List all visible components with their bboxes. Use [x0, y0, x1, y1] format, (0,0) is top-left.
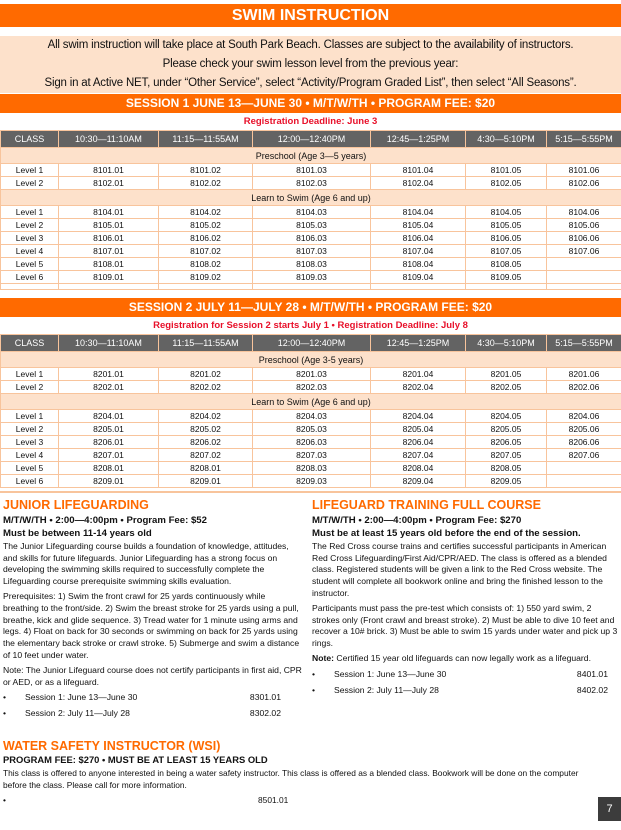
level-label: Level 1 — [1, 164, 59, 177]
table-row — [1, 449, 621, 462]
class-code: 8109.02 — [159, 271, 253, 284]
class-code: 8105.06 — [547, 219, 621, 232]
section-title: JUNIOR LIFEGUARDING — [3, 498, 149, 512]
intro-box — [0, 36, 621, 93]
class-code: 8106.01 — [59, 232, 159, 245]
age-requirement: Must be between 11-14 years old — [3, 527, 152, 539]
class-code: 8101.04 — [371, 164, 466, 177]
class-code: 8104.05 — [466, 206, 547, 219]
session-header: SESSION 1 JUNE 13—JUNE 30 • M/T/W/TH • PROGRAM FEE: $20 — [0, 94, 621, 113]
table-row — [1, 177, 621, 190]
table-row — [1, 271, 621, 284]
class-code: 8206.01 — [59, 436, 159, 449]
level-label: Level 2 — [1, 423, 59, 436]
column-header: 5:15—5:55PM — [547, 335, 621, 352]
section-title: LIFEGUARD TRAINING FULL COURSE — [312, 498, 541, 512]
class-code: 8204.04 — [371, 410, 466, 423]
class-code: 8108.03 — [253, 258, 371, 271]
session-1-schedule — [0, 94, 621, 290]
class-code: 8208.03 — [253, 462, 371, 475]
level-label: Level 1 — [1, 410, 59, 423]
column-header: 4:30—5:10PM — [466, 335, 547, 352]
age-requirement: Must be at least 15 years old before the end of the session. — [312, 527, 581, 539]
section-label: Learn to Swim (Age 6 and up) — [1, 394, 621, 410]
section-label: Learn to Swim (Age 6 and up) — [1, 190, 621, 206]
class-code: 8202.04 — [371, 381, 466, 394]
column-header: 10:30—11:10AM — [59, 335, 159, 352]
column-header: 12:45—1:25PM — [371, 131, 466, 148]
class-code: 8204.01 — [59, 410, 159, 423]
class-code: 8106.04 — [371, 232, 466, 245]
note: Note: The Junior Lifeguard course does not certify participants in first aid, CPR or AED, or as a lifeguard. — [3, 664, 302, 687]
class-code: 8205.02 — [159, 423, 253, 436]
wsi-section — [3, 740, 603, 806]
class-code: 8101.06 — [547, 164, 621, 177]
column-header: 10:30—11:10AM — [59, 131, 159, 148]
class-code: 8209.01 — [59, 475, 159, 488]
header-row — [1, 131, 621, 148]
table-row — [1, 219, 621, 232]
class-code: 8108.04 — [371, 258, 466, 271]
level-label: Level 2 — [1, 381, 59, 394]
class-code — [547, 462, 621, 475]
section-title: WATER SAFETY INSTRUCTOR (WSI) — [3, 739, 221, 753]
table-row — [1, 206, 621, 219]
class-code: 8106.03 — [253, 232, 371, 245]
class-code: 8201.04 — [371, 368, 466, 381]
class-code: 8206.02 — [159, 436, 253, 449]
prerequisites: Prerequisites: 1) Swim the front crawl for 25 yards continuously while breathing to the front/side. 2) Swim the breast stroke for 25 yards using a pull, breathe, kick and glide sequence. 3) Tread water for 1 minute using arms and legs. 4) Float on back for 30 seconds or swimming on back for 25 yards using the elementary back stroke or crawl stroke. 5) Submerge and swim a distance of 10 feet under water. — [3, 590, 300, 660]
section-label: Preschool (Age 3-5 years) — [1, 352, 621, 368]
class-code: 8104.01 — [59, 206, 159, 219]
class-code: 8104.03 — [253, 206, 371, 219]
class-code: 8106.02 — [159, 232, 253, 245]
class-code: 8108.05 — [466, 258, 547, 271]
page-number: 7 — [598, 797, 621, 821]
description: This class is offered to anyone interested in being a water safety instructor. This class is offered as a blended class. Bookwork will be done on the computer before the class. Please call for more information. — [3, 768, 579, 790]
class-code: 8201.05 — [466, 368, 547, 381]
schedule-table — [0, 334, 621, 488]
session-2-schedule — [0, 298, 621, 488]
column-header: 12:45—1:25PM — [371, 335, 466, 352]
schedule-table — [0, 130, 621, 290]
class-code: 8201.03 — [253, 368, 371, 381]
bullet-icon: • — [3, 692, 7, 703]
table-row — [1, 410, 621, 423]
column-header: 4:30—5:10PM — [466, 131, 547, 148]
level-label: Level 3 — [1, 436, 59, 449]
level-label: Level 5 — [1, 462, 59, 475]
table-row — [1, 436, 621, 449]
class-code: 8206.05 — [466, 436, 547, 449]
class-code: 8201.01 — [59, 368, 159, 381]
class-code: 8209.01 — [159, 475, 253, 488]
lifeguard-training-section — [312, 500, 618, 696]
class-code — [547, 271, 621, 284]
level-label: Level 2 — [1, 177, 59, 190]
header-row — [1, 335, 621, 352]
column-header: CLASS — [1, 335, 59, 352]
bullet-icon: • — [312, 668, 316, 679]
class-code: 8207.01 — [59, 449, 159, 462]
class-code: 8207.03 — [253, 449, 371, 462]
class-code: 8201.02 — [159, 368, 253, 381]
table-row — [1, 164, 621, 177]
class-code: 8202.05 — [466, 381, 547, 394]
class-code: 8209.05 — [466, 475, 547, 488]
schedule: M/T/W/TH • 2:00—4:00pm • Program Fee: $270 — [312, 514, 522, 526]
class-code: 8105.05 — [466, 219, 547, 232]
intro-line: Sign in at Active NET, under “Other Service”, select “Activity/Program Graded List”, then select “All Seasons”. — [44, 77, 577, 89]
class-code: 8105.03 — [253, 219, 371, 232]
level-label: Level 1 — [1, 206, 59, 219]
column-header: 12:00—12:40PM — [253, 131, 371, 148]
class-code: 8109.05 — [466, 271, 547, 284]
class-code: 8106.06 — [547, 232, 621, 245]
class-code: 8205.06 — [547, 423, 621, 436]
class-code: 8201.06 — [547, 368, 621, 381]
session-item: • 8501.01 — [3, 795, 289, 805]
class-code: 8208.01 — [59, 462, 159, 475]
junior-lifeguarding-section — [3, 500, 303, 720]
session-item: • Session 2: July 11—July 28 8302.02 — [3, 708, 281, 719]
class-code: 8202.03 — [253, 381, 371, 394]
class-code: 8107.03 — [253, 245, 371, 258]
class-code: 8205.03 — [253, 423, 371, 436]
registration-deadline: Registration Deadline: June 3 — [0, 113, 621, 130]
class-code: 8102.05 — [466, 177, 547, 190]
class-code: 8204.06 — [547, 410, 621, 423]
class-code: 8104.04 — [371, 206, 466, 219]
fee-and-age: PROGRAM FEE: $270 • MUST BE AT LEAST 15 YEARS OLD — [3, 754, 268, 765]
level-label: Level 3 — [1, 232, 59, 245]
class-code: 8204.03 — [253, 410, 371, 423]
schedule: M/T/W/TH • 2:00—4:00pm • Program Fee: $52 — [3, 514, 207, 526]
level-label: Level 4 — [1, 245, 59, 258]
table-row — [1, 423, 621, 436]
class-code: 8204.02 — [159, 410, 253, 423]
column-header: CLASS — [1, 131, 59, 148]
class-code: 8208.04 — [371, 462, 466, 475]
intro-line: All swim instruction will take place at South Park Beach. Classes are subject to the availability of instructors. — [47, 39, 574, 51]
class-code — [547, 258, 621, 271]
class-code: 8204.05 — [466, 410, 547, 423]
class-code: 8202.01 — [59, 381, 159, 394]
class-code: 8102.01 — [59, 177, 159, 190]
level-label: Level 6 — [1, 475, 59, 488]
table-row — [1, 368, 621, 381]
class-code: 8105.02 — [159, 219, 253, 232]
level-label: Level 2 — [1, 219, 59, 232]
level-label: Level 4 — [1, 449, 59, 462]
class-code: 8107.01 — [59, 245, 159, 258]
column-header: 12:00—12:40PM — [253, 335, 371, 352]
table-row — [1, 232, 621, 245]
divider — [0, 491, 621, 493]
column-header: 11:15—11:55AM — [159, 335, 253, 352]
session-item: • Session 1: June 13—June 30 8401.01 — [312, 668, 608, 679]
section-row — [1, 352, 621, 368]
class-code: 8101.01 — [59, 164, 159, 177]
description: The Junior Lifeguarding course builds a foundation of knowledge, attitudes, and skills for future lifeguards. Junior Lifeguarding has a strong focus on developing the swimming skills required to successfully complete the Lifeguarding course prerequisite swimming skills evaluation. — [3, 540, 289, 587]
class-code: 8206.04 — [371, 436, 466, 449]
column-header: 5:15—5:55PM — [547, 131, 621, 148]
class-code: 8205.04 — [371, 423, 466, 436]
class-code: 8107.05 — [466, 245, 547, 258]
section-row — [1, 394, 621, 410]
session-item: • Session 1: June 13—June 30 8301.01 — [3, 692, 281, 703]
registration-deadline: Registration for Session 2 starts July 1 • Registration Deadline: July 8 — [0, 317, 621, 334]
class-code: 8109.01 — [59, 271, 159, 284]
class-code: 8202.06 — [547, 381, 621, 394]
class-code: 8109.03 — [253, 271, 371, 284]
bullet-icon: • — [3, 708, 7, 719]
bullet-icon: • — [312, 684, 316, 695]
class-code: 8102.02 — [159, 177, 253, 190]
class-code: 8207.02 — [159, 449, 253, 462]
class-code: 8101.03 — [253, 164, 371, 177]
class-code: 8109.04 — [371, 271, 466, 284]
class-code: 8107.04 — [371, 245, 466, 258]
class-code: 8105.04 — [371, 219, 466, 232]
note: Note: Certified 15 year old lifeguards can now legally work as a lifeguard. — [312, 652, 591, 663]
session-item: • Session 2: July 11—July 28 8402.02 — [312, 684, 608, 695]
class-code: 8209.03 — [253, 475, 371, 488]
class-code: 8108.02 — [159, 258, 253, 271]
class-code: 8108.01 — [59, 258, 159, 271]
class-code: 8101.05 — [466, 164, 547, 177]
class-code: 8102.03 — [253, 177, 371, 190]
class-code: 8102.04 — [371, 177, 466, 190]
table-row — [1, 475, 621, 488]
table-row — [1, 462, 621, 475]
table-row — [1, 258, 621, 271]
section-row — [1, 148, 621, 164]
page-title: SWIM INSTRUCTION — [0, 4, 621, 27]
class-code: 8207.06 — [547, 449, 621, 462]
class-code: 8107.06 — [547, 245, 621, 258]
class-code: 8104.02 — [159, 206, 253, 219]
class-code: 8209.04 — [371, 475, 466, 488]
class-code: 8206.03 — [253, 436, 371, 449]
prerequisites: Participants must pass the pre-test which consists of: 1) 550 yard swim, 2 strokes only (Front crawl and breast stroke). 2) Must be able to dive 10 feet and recover a 10# brick. 3) Must be able to swim 15 yards under water and pick up 3 rings. — [312, 602, 618, 649]
class-code — [547, 475, 621, 488]
class-code: 8107.02 — [159, 245, 253, 258]
description: The Red Cross course trains and certifies successful participants in American Red Cross Lifeguarding/First Aid/CPR/AED. The class is offered as a blended class. Registered students will be given a link to the Red Cross website. The student will complete all bookwork online and bring the finished lesson to the instructor. — [312, 540, 607, 598]
blank-row — [1, 284, 621, 290]
class-code: 8207.05 — [466, 449, 547, 462]
column-header: 11:15—11:55AM — [159, 131, 253, 148]
bullet-icon: • — [3, 795, 6, 805]
class-code: 8208.01 — [159, 462, 253, 475]
class-code: 8105.01 — [59, 219, 159, 232]
level-label: Level 1 — [1, 368, 59, 381]
class-code: 8205.01 — [59, 423, 159, 436]
class-code: 8205.05 — [466, 423, 547, 436]
table-row — [1, 381, 621, 394]
session-header: SESSION 2 JULY 11—JULY 28 • M/T/W/TH • PROGRAM FEE: $20 — [0, 298, 621, 317]
section-label: Preschool (Age 3—5 years) — [1, 148, 621, 164]
class-code: 8206.06 — [547, 436, 621, 449]
level-label: Level 6 — [1, 271, 59, 284]
table-row — [1, 245, 621, 258]
class-code: 8104.06 — [547, 206, 621, 219]
class-code: 8102.06 — [547, 177, 621, 190]
class-code: 8101.02 — [159, 164, 253, 177]
level-label: Level 5 — [1, 258, 59, 271]
section-row — [1, 190, 621, 206]
class-code: 8207.04 — [371, 449, 466, 462]
class-code: 8202.02 — [159, 381, 253, 394]
class-code: 8106.05 — [466, 232, 547, 245]
intro-line: Please check your swim lesson level from the previous year: — [162, 58, 459, 70]
class-code: 8208.05 — [466, 462, 547, 475]
